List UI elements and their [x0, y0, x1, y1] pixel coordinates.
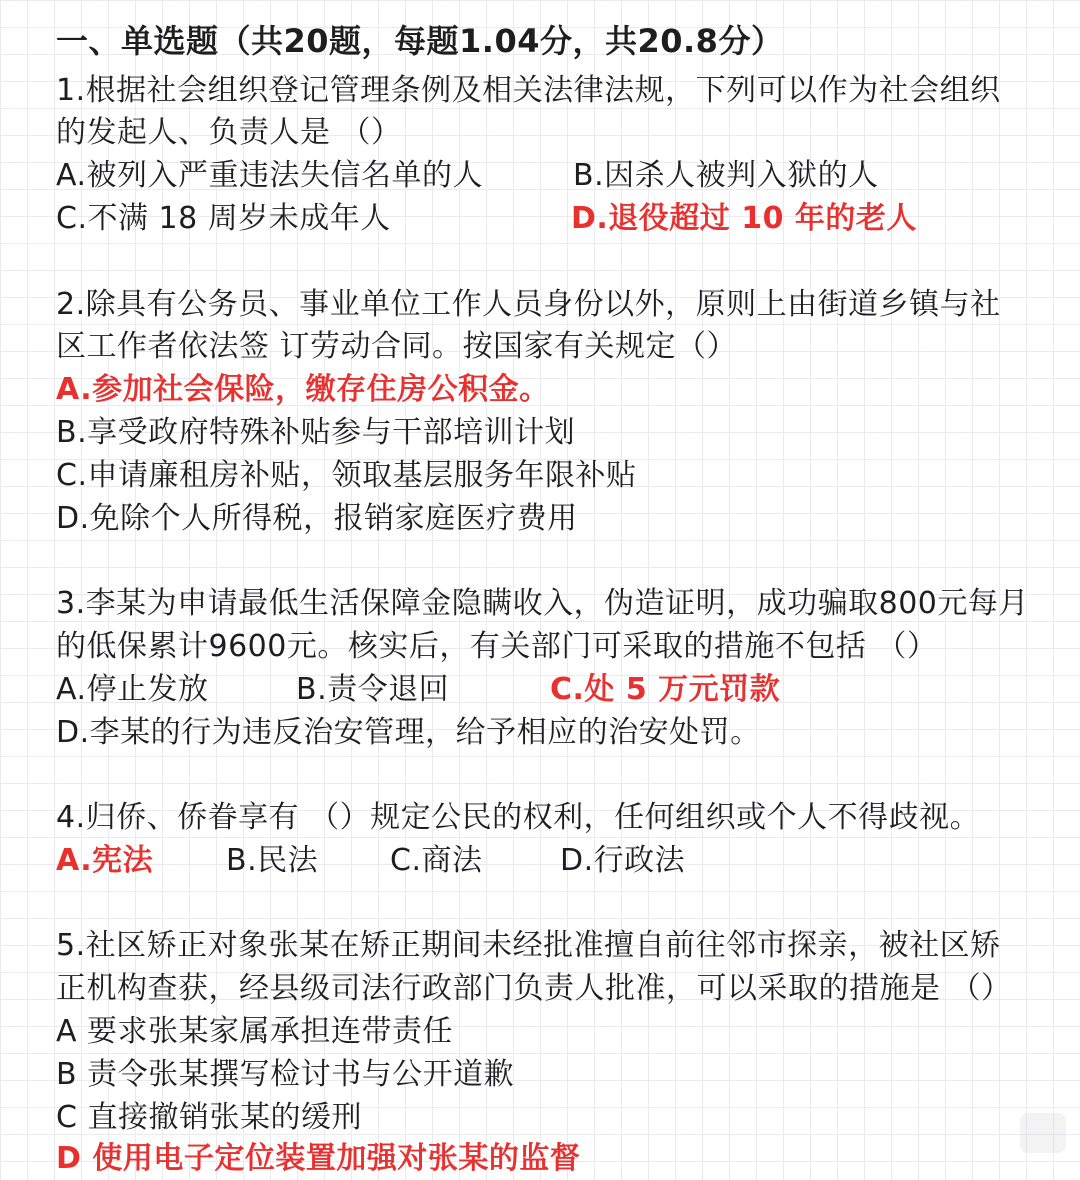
question-3-option-b: B.责令退回	[296, 672, 450, 707]
watermark-logo-icon	[1020, 1113, 1066, 1153]
question-1-option-a: A.被列入严重违法失信名单的人	[56, 158, 484, 193]
question-5-option-d-answer: D 使用电子定位装置加强对张某的监督	[56, 1141, 581, 1176]
question-5-stem-line-2: 正机构查获，经县级司法行政部门负责人批准，可以采取的措施是 （）	[56, 971, 1012, 1006]
question-3-option-d: D.李某的行为违反治安管理，给予相应的治安处罚。	[56, 715, 761, 750]
question-4-option-b: B.民法	[226, 843, 319, 878]
question-4-option-a-answer: A.宪法	[56, 843, 154, 878]
question-2-option-d: D.免除个人所得税，报销家庭医疗费用	[56, 501, 578, 536]
question-1-stem-line-2: 的发起人、负责人是 （）	[56, 115, 402, 150]
question-2-option-b: B.享受政府特殊补贴参与干部培训计划	[56, 415, 576, 450]
question-2-option-a-answer: A.参加社会保险，缴存住房公积金。	[56, 372, 550, 407]
question-4-option-c: C.商法	[390, 843, 483, 878]
question-1-option-b: B.因杀人被判入狱的人	[573, 158, 879, 193]
question-2-option-c: C.申请廉租房补贴，领取基层服务年限补贴	[56, 458, 637, 493]
question-3-option-a: A.停止发放	[56, 672, 209, 707]
question-5-stem-line-1: 5.社区矫正对象张某在矫正期间未经批准擅自前往邻市探亲，被社区矫	[56, 928, 1001, 963]
question-4-stem: 4.归侨、侨眷享有 （）规定公民的权利，任何组织或个人不得歧视。	[56, 800, 981, 835]
question-1-option-c: C.不满 18 周岁未成年人	[56, 201, 391, 236]
question-5-option-b: B 责令张某撰写检讨书与公开道歉	[56, 1057, 515, 1092]
question-3-option-c-answer: C.处 5 万元罚款	[550, 672, 781, 707]
question-5-option-a: A 要求张某家属承担连带责任	[56, 1014, 454, 1049]
section-title: 一、单选题（共20题，每题1.04分，共20.8分）	[56, 22, 784, 60]
question-3-stem-line-1: 3.李某为申请最低生活保障金隐瞒收入，伪造证明，成功骗取800元每月	[56, 586, 1029, 621]
question-3-stem-line-2: 的低保累计9600元。核实后，有关部门可采取的措施不包括 （）	[56, 629, 938, 664]
question-4-option-d: D.行政法	[560, 843, 686, 878]
question-5-option-c: C 直接撤销张某的缓刑	[56, 1100, 362, 1135]
question-2-stem-line-1: 2.除具有公务员、事业单位工作人员身份以外，原则上由街道乡镇与社	[56, 287, 1001, 322]
question-1-option-d-answer: D.退役超过 10 年的老人	[571, 201, 917, 236]
question-1-stem-line-1: 1.根据社会组织登记管理条例及相关法律法规，下列可以作为社会组织	[56, 73, 1001, 108]
question-2-stem-line-2: 区工作者依法签 订劳动合同。按国家有关规定（）	[56, 329, 738, 364]
